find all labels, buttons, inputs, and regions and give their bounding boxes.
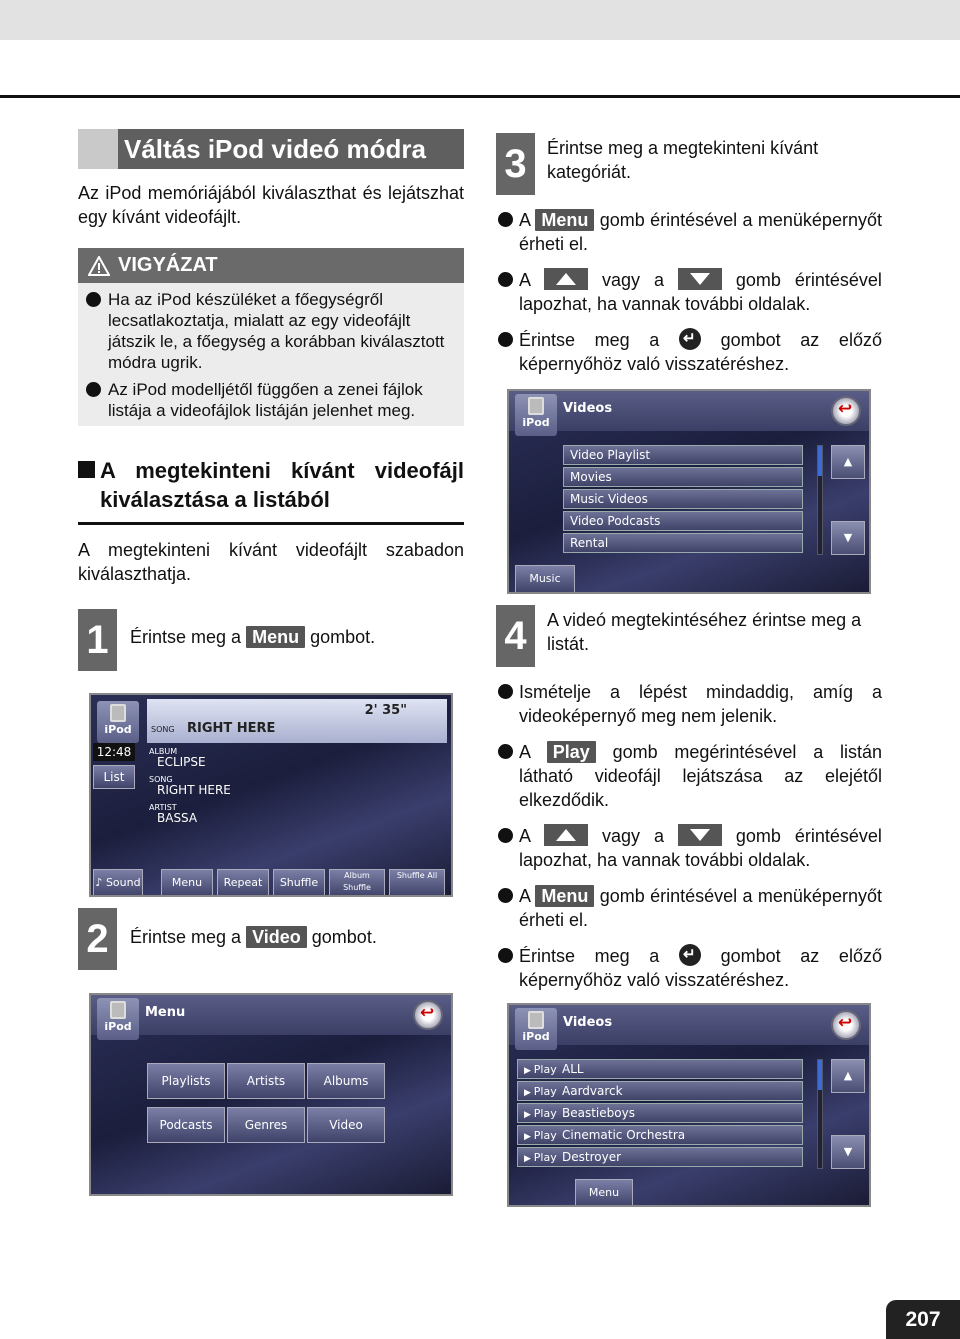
step-4-bullet: Ismételje a lépést mindaddig, amíg a videoképernyő meg nem jelenik. — [498, 680, 882, 728]
list-button[interactable]: List — [93, 765, 135, 789]
back-icon[interactable] — [831, 396, 861, 426]
bullet-icon — [498, 888, 513, 903]
bullet-icon — [498, 212, 513, 227]
list-item[interactable]: ▶ Play Cinematic Orchestra — [517, 1125, 803, 1145]
menu-button-ref: Menu — [535, 209, 594, 231]
song-label: SONG — [151, 725, 175, 734]
ipod-icon[interactable]: iPod — [97, 701, 139, 743]
step-number-2: 2 — [78, 908, 117, 970]
clock: 12:48 — [93, 743, 135, 761]
bullet-icon — [498, 272, 513, 287]
menu-button-ref: Menu — [535, 885, 594, 907]
artist-label: ARTIST — [149, 803, 177, 812]
step-3-bullet: Érintse meg a ↵ gombot az előző képernyőhöz való visszatéréshez. — [498, 328, 882, 376]
menu-button-ref: Menu — [246, 626, 305, 648]
artists-button[interactable]: Artists — [227, 1063, 305, 1099]
back-icon[interactable] — [413, 1000, 443, 1030]
video-button-ref: Video — [246, 926, 307, 948]
play-button[interactable]: ▶ Play — [524, 1061, 562, 1080]
arrow-up-icon — [544, 268, 588, 290]
step-number-3: 3 — [496, 133, 535, 195]
screen-now-playing — [89, 693, 453, 897]
step-4-bullet: Érintse meg a ↵ gombot az előző képernyőhöz való visszatéréshez. — [498, 944, 882, 992]
back-icon — [679, 328, 701, 350]
playlists-button[interactable]: Playlists — [147, 1063, 225, 1099]
bullet-icon — [86, 382, 101, 397]
music-button[interactable]: Music — [515, 565, 575, 593]
step-3-bullet: A vagy a gomb érintésével lapozhat, ha vannak további oldalak. — [498, 268, 882, 316]
list-item[interactable]: Video Podcasts — [563, 511, 803, 531]
video-button[interactable]: Video — [307, 1107, 385, 1143]
albums-button[interactable]: Albums — [307, 1063, 385, 1099]
screen-title: Menu — [145, 1005, 186, 1020]
screen-ipod-menu — [89, 993, 453, 1196]
list-item[interactable]: Rental — [563, 533, 803, 553]
play-button-ref: Play — [547, 741, 596, 763]
step-4-bullets — [498, 680, 882, 1004]
list-item[interactable]: ▶ Play ALL — [517, 1059, 803, 1079]
step-4-text: A videó megtekintéséhez érintse meg a listát. — [547, 610, 862, 654]
play-button[interactable]: ▶ Play — [524, 1149, 562, 1168]
step-1-text: Érintse meg a Menu gombot. — [130, 627, 376, 647]
caution-header — [78, 248, 464, 283]
album-shuffle-button[interactable]: Album Shuffle — [329, 869, 385, 897]
caution-title: VIGYÁZAT — [118, 254, 218, 276]
caution-item: Az iPod modelljétől függően a zenei fájlok listája a videofájlok listáján jelenhet meg. — [86, 379, 454, 421]
page-up-button[interactable]: ▲ — [831, 445, 865, 479]
step-3-bullet: A Menu gomb érintésével a menüképernyőt érheti el. — [498, 208, 882, 256]
menu-button[interactable]: Menu — [161, 869, 213, 897]
subheading: A megtekinteni kívánt videofájl kiválasztása a listából — [78, 456, 464, 525]
caution-item: Ha az iPod készüléket a főegységről lecsatlakoztatja, mialatt az egy videofájlt játszik le, a főegység a korábban kiválasztott módra ugrik. — [86, 289, 454, 373]
subheading-text: A megtekinteni kívánt videofájlt szabadon kiválaszthatja. — [78, 540, 464, 584]
sound-button[interactable]: ♪ Sound — [93, 869, 143, 897]
play-button[interactable]: ▶ Play — [524, 1127, 562, 1146]
genres-button[interactable]: Genres — [227, 1107, 305, 1143]
header-band — [0, 0, 960, 40]
artist-name: BASSA — [157, 811, 198, 825]
bullet-icon — [498, 332, 513, 347]
scrollbar[interactable] — [817, 445, 823, 555]
bullet-icon — [498, 828, 513, 843]
intro-text: Az iPod memóriájából kiválaszthat és lejátszhat egy kívánt videofájlt. — [78, 183, 464, 227]
step-3-bullets — [498, 208, 882, 388]
bullet-icon — [498, 684, 513, 699]
bullet-icon — [86, 292, 101, 307]
play-button[interactable]: ▶ Play — [524, 1083, 562, 1102]
arrow-down-icon — [678, 268, 722, 290]
back-icon — [679, 944, 701, 966]
section-title: Váltás iPod videó módra — [118, 129, 464, 169]
podcasts-button[interactable]: Podcasts — [147, 1107, 225, 1143]
section-title-bar — [78, 129, 464, 169]
song-title: RIGHT HERE — [187, 721, 276, 736]
song-name: RIGHT HERE — [157, 783, 231, 797]
step-4-bullet: A vagy a gomb érintésével lapozhat, ha vannak további oldalak. — [498, 824, 882, 872]
scrollbar[interactable] — [817, 1059, 823, 1169]
step-4-bullet: A Play gomb megérintésével a listán látható videofájl lejátszása az elejétől elkezdődik. — [498, 740, 882, 812]
shuffle-button[interactable]: Shuffle — [273, 869, 325, 897]
step-number-4: 4 — [496, 605, 535, 667]
page-number: 207 — [886, 1300, 960, 1339]
play-button[interactable]: ▶ Play — [524, 1105, 562, 1124]
repeat-button[interactable]: Repeat — [217, 869, 269, 897]
screen-video-categories — [507, 389, 871, 594]
menu-button[interactable]: Menu — [575, 1179, 633, 1207]
page-up-button[interactable]: ▲ — [831, 1059, 865, 1093]
list-item[interactable]: Video Playlist — [563, 445, 803, 465]
warning-icon — [88, 256, 110, 276]
arrow-up-icon — [544, 824, 588, 846]
step-number-1: 1 — [78, 609, 117, 671]
elapsed-time: 2' 35" — [364, 703, 407, 718]
screen-title: Videos — [563, 1015, 613, 1030]
arrow-down-icon — [678, 824, 722, 846]
list-item[interactable]: ▶ Play Beastieboys — [517, 1103, 803, 1123]
ipod-icon[interactable]: iPod — [515, 394, 557, 436]
list-item[interactable]: Movies — [563, 467, 803, 487]
screen-title: Videos — [563, 401, 613, 416]
bullet-icon — [498, 744, 513, 759]
list-item[interactable]: ▶ Play Destroyer — [517, 1147, 803, 1167]
list-item[interactable]: ▶ Play Aardvarck — [517, 1081, 803, 1101]
square-bullet-icon — [78, 461, 95, 478]
back-icon[interactable] — [831, 1010, 861, 1040]
song-info-panel — [147, 699, 447, 743]
page-down-button[interactable]: ▼ — [831, 1135, 865, 1169]
album-name: ECLIPSE — [157, 755, 206, 769]
list-item[interactable]: Music Videos — [563, 489, 803, 509]
step-2-text: Érintse meg a Video gombot. — [130, 927, 377, 947]
screen-video-list — [507, 1003, 871, 1207]
shuffle-all-button[interactable]: Shuffle All — [389, 869, 445, 897]
header-rule — [0, 95, 960, 98]
section-title-marker — [78, 129, 118, 169]
song-label: SONG — [149, 775, 173, 784]
page-down-button[interactable]: ▼ — [831, 521, 865, 555]
step-3-text: Érintse meg a megtekinteni kívánt kategóriát. — [547, 138, 819, 182]
album-label: ALBUM — [149, 747, 178, 756]
ipod-icon[interactable]: iPod — [515, 1008, 557, 1050]
caution-list — [78, 283, 464, 421]
ipod-icon[interactable]: iPod — [97, 998, 139, 1040]
step-4-bullet: A Menu gomb érintésével a menüképernyőt érheti el. — [498, 884, 882, 932]
bullet-icon — [498, 948, 513, 963]
caution-box — [78, 248, 464, 426]
